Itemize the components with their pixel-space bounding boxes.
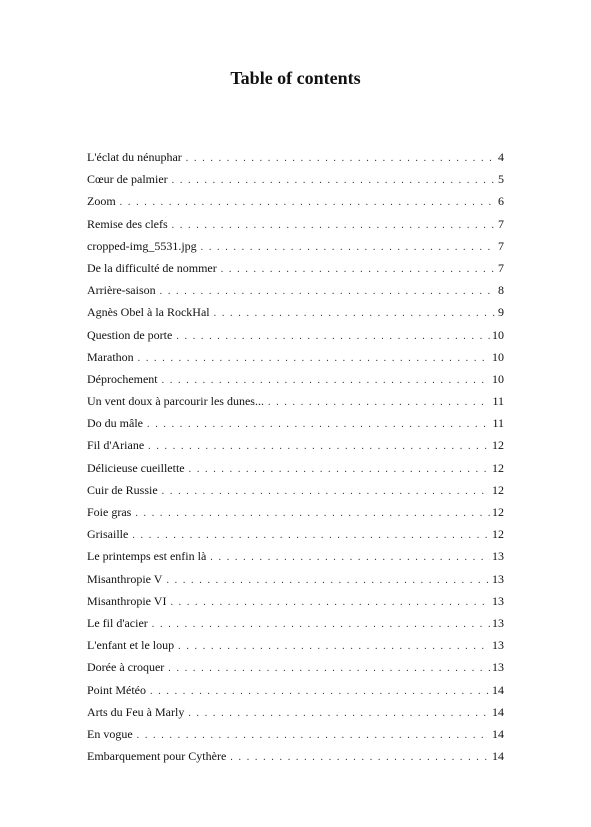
toc-entry-page-number: 12 (492, 460, 504, 475)
toc-entry[interactable] (87, 501, 504, 523)
dot-leader (138, 348, 490, 370)
toc-entry-page-number: 10 (492, 371, 504, 386)
dot-leader (201, 237, 496, 259)
toc-entry[interactable] (87, 545, 504, 567)
toc-entry-page-number: 11 (492, 394, 504, 409)
toc-entry-page-number: 13 (492, 593, 504, 608)
toc-entry-page-number: 12 (492, 527, 504, 542)
toc-entry-title: Le printemps est enfin là (87, 549, 207, 564)
toc-entry[interactable] (87, 412, 504, 434)
dot-leader (137, 725, 490, 747)
dot-leader (120, 192, 496, 214)
toc-entry[interactable] (87, 723, 504, 745)
toc-entry[interactable] (87, 434, 504, 456)
toc-entry-page-number: 14 (492, 682, 504, 697)
toc-entry-page-number: 12 (492, 438, 504, 453)
toc-entry-title: Zoom (87, 194, 116, 209)
toc-entry[interactable] (87, 324, 504, 346)
toc-entry[interactable] (87, 701, 504, 723)
toc-entry-page-number: 7 (498, 216, 504, 231)
toc-entry-page-number: 6 (498, 194, 504, 209)
dot-leader (150, 681, 490, 703)
toc-entry[interactable] (87, 390, 504, 412)
toc-entry-page-number: 4 (498, 150, 504, 164)
toc-entry-title: L'enfant et le loup (87, 638, 175, 653)
toc-entry[interactable] (87, 634, 504, 656)
dot-leader (176, 326, 490, 348)
toc-entry-title: De la difficulté de nommer (87, 260, 217, 275)
toc-entry-title: Foie gras (87, 505, 132, 519)
dot-leader (186, 148, 496, 170)
toc-entry-page-number: 13 (492, 571, 504, 586)
dot-leader (147, 414, 490, 436)
dot-leader (166, 570, 490, 592)
toc-entry-title: Misanthropie VI (87, 593, 167, 608)
toc-entry-page-number: 13 (492, 660, 504, 675)
toc-entry-title: Un vent doux à parcourir les dunes... (87, 394, 264, 409)
toc-entry[interactable] (87, 146, 504, 168)
toc-entry[interactable] (87, 213, 504, 235)
dot-leader (172, 215, 496, 237)
toc-entry-title: Misanthropie V (87, 571, 163, 586)
toc-entry-page-number: 13 (492, 638, 504, 653)
toc-entry-title: cropped-img_5531.jpg (87, 238, 197, 253)
toc-entry-page-number: 9 (498, 305, 504, 320)
table-of-contents-list (87, 146, 504, 767)
dot-leader (152, 614, 490, 636)
toc-entry-title: Délicieuse cueillette (87, 460, 185, 475)
toc-entry[interactable] (87, 479, 504, 501)
toc-entry-title: Remise des clefs (87, 216, 168, 231)
toc-entry-title: Marathon (87, 349, 134, 364)
dot-leader (178, 636, 490, 658)
toc-entry-page-number: 7 (498, 238, 504, 253)
dot-leader (172, 170, 496, 192)
toc-entry[interactable] (87, 279, 504, 301)
toc-entry-page-number: 13 (492, 615, 504, 630)
dot-leader (170, 592, 490, 614)
toc-entry-page-number: 10 (492, 327, 504, 342)
toc-entry[interactable] (87, 457, 504, 479)
toc-entry-title: Grisaille (87, 527, 129, 542)
toc-entry-page-number: 12 (492, 482, 504, 497)
toc-entry[interactable] (87, 190, 504, 212)
toc-entry-page-number: 5 (498, 172, 504, 187)
toc-entry-page-number: 12 (492, 505, 504, 519)
toc-entry-title: Fil d'Ariane (87, 438, 145, 453)
toc-entry-title: Le fil d'acier (87, 615, 148, 630)
dot-leader (132, 525, 490, 547)
toc-entry-title: Cœur de palmier (87, 172, 168, 187)
toc-entry-page-number: 8 (498, 283, 504, 298)
toc-entry-page-number: 14 (492, 704, 504, 719)
dot-leader (189, 459, 490, 481)
toc-entry-title: L'éclat du nénuphar (87, 150, 182, 164)
toc-entry-page-number: 14 (492, 726, 504, 741)
toc-entry[interactable] (87, 568, 504, 590)
dot-leader (168, 658, 490, 680)
toc-entry-title: En vogue (87, 726, 133, 741)
dot-leader (160, 281, 496, 303)
toc-entry-page-number: 11 (492, 416, 504, 431)
dot-leader (221, 259, 496, 281)
toc-entry-title: Cuir de Russie (87, 482, 158, 497)
toc-entry[interactable] (87, 679, 504, 701)
dot-leader (188, 703, 490, 725)
toc-entry[interactable] (87, 257, 504, 279)
toc-entry-title: Arts du Feu à Marly (87, 704, 185, 719)
toc-entry-title: Question de porte (87, 327, 173, 342)
dot-leader (214, 303, 496, 325)
dot-leader (162, 370, 490, 392)
toc-entry[interactable] (87, 168, 504, 190)
toc-entry-title: Do du mâle (87, 416, 143, 431)
dot-leader (210, 547, 490, 569)
toc-entry-page-number: 7 (498, 260, 504, 275)
toc-entry[interactable] (87, 346, 504, 368)
page-title: Table of contents (230, 68, 361, 88)
toc-entry-page-number: 14 (492, 749, 504, 764)
dot-leader (162, 481, 490, 503)
toc-entry-title: Point Météo (87, 682, 146, 697)
toc-entry[interactable] (87, 523, 504, 545)
toc-entry-title: Embarquement pour Cythère (87, 749, 227, 764)
toc-entry[interactable] (87, 590, 504, 612)
toc-entry[interactable] (87, 745, 504, 767)
dot-leader (148, 436, 490, 458)
toc-entry[interactable] (87, 612, 504, 634)
toc-entry-title: Arrière-saison (87, 283, 156, 298)
toc-entry[interactable] (87, 301, 504, 323)
toc-entry-page-number: 13 (492, 549, 504, 564)
toc-entry[interactable] (87, 235, 504, 257)
toc-entry-title: Déprochement (87, 371, 158, 386)
toc-entry-page-number: 10 (492, 349, 504, 364)
toc-entry[interactable] (87, 656, 504, 678)
toc-entry-title: Dorée à croquer (87, 660, 165, 675)
dot-leader (268, 392, 490, 414)
toc-entry[interactable] (87, 368, 504, 390)
toc-entry-title: Agnès Obel à la RockHal (87, 305, 210, 320)
dot-leader (135, 503, 490, 525)
dot-leader (230, 747, 490, 769)
